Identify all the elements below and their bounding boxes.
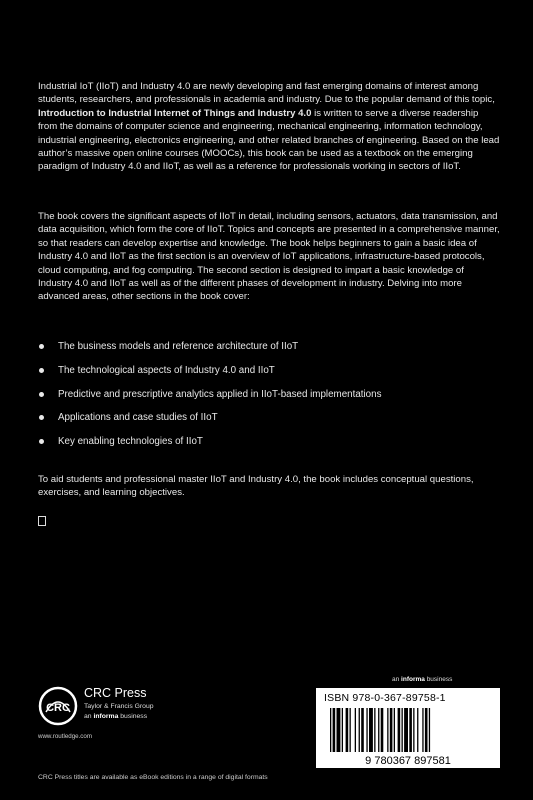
- crc-logo-icon: [38, 686, 78, 726]
- barcode-bar: [381, 708, 384, 752]
- informa-brand: informa: [401, 676, 425, 683]
- barcode-bar: [398, 708, 401, 752]
- barcode-bar: [409, 708, 412, 752]
- bullet-icon: [39, 344, 44, 349]
- list-item: [38, 364, 500, 388]
- barcode-bar: [390, 708, 393, 752]
- barcode-bar: [350, 708, 351, 752]
- paragraph-text: is written to serve a diverse readership from the domains of computer science and engineering, mechanical engineering, information technology, industrial engineering, electronics engineering, and other related branches of engineering. Based on the lead author’s massive open online courses (MOOCs), this book can be used as a textbook on the emerging paradigm of Industry 4.0 and IIoT, as well as a reference for professionals working in sectors of IIoT.: [38, 107, 500, 173]
- publisher-group: Taylor & Francis Group: [84, 703, 154, 710]
- description-paragraph-3: To aid students and professional master IIoT and Industry 4.0, the book includes conceptual questions, exercises, and learning objectives.: [38, 474, 474, 499]
- publisher-name: CRC Press: [84, 686, 147, 700]
- publisher-informa: [84, 713, 147, 720]
- barcode-bar: [374, 708, 375, 752]
- barcode-bar: [346, 708, 349, 752]
- barcode-bar: [366, 708, 367, 752]
- list-item-text: The business models and reference architecture of IIoT: [58, 341, 299, 352]
- barcode-panel: [316, 688, 500, 768]
- list-item: [38, 435, 500, 459]
- list-item: [38, 388, 500, 412]
- barcode-bar: [333, 708, 336, 752]
- placeholder-glyph-icon: [38, 516, 46, 526]
- description-paragraph-2: The book covers the significant aspects of IIoT in detail, including sensors, actuators, data transmission, and data acquisition, which form the core of IIoT. Topics and concepts are presented in a comprehensive manner, so that readers can develop expertise and knowledge. The book helps beginners to gain a basic idea of Industry 4.0 and IIoT as the first section is an overview of IoT applications, infrastructure-based protocols, cloud computing, and fog computing. The second section is designed to impart a basic knowledge of Industry 4.0 and IIoT as well as of the different phases of development in industry. Delving into more advanced areas, other sections in the book cover:: [38, 211, 500, 303]
- bullet-icon: [39, 439, 44, 444]
- barcode-bar: [417, 708, 418, 752]
- informa-business-tag: [392, 676, 452, 683]
- barcode-bar: [402, 708, 403, 752]
- barcode-bar: [404, 708, 408, 752]
- barcode-bar: [422, 708, 423, 752]
- barcode-bar: [359, 708, 360, 752]
- informa-prefix: an: [84, 713, 94, 720]
- informa-suffix: business: [118, 713, 148, 720]
- barcode-icon: [324, 708, 492, 766]
- barcode-bar: [394, 708, 395, 752]
- barcode-bar: [369, 708, 373, 752]
- barcode-bar: [429, 708, 430, 752]
- paragraph-text: Industrial IoT (IIoT) and Industry 4.0 are newly developing and fast emerging domains of interest among students, researchers, and professionals in academia and industry. Due to the popular demand of this topic,: [38, 81, 495, 106]
- bullet-icon: [39, 415, 44, 420]
- bullet-icon: [39, 368, 44, 373]
- informa-brand: informa: [93, 713, 119, 720]
- list-item-text: Predictive and prescriptive analytics applied in IIoT-based implementations: [58, 388, 382, 400]
- isbn-number: ISBN 978-0-367-89758-1: [324, 692, 446, 704]
- book-title-inline: Introduction to Industrial Internet of Things and Industry 4.0: [38, 107, 312, 119]
- barcode-bar: [355, 708, 356, 752]
- topics-list: [38, 340, 500, 459]
- barcode-bar: [413, 708, 414, 752]
- barcode-bar: [387, 708, 388, 752]
- barcode-bar: [425, 708, 428, 752]
- description-paragraph-1: [38, 80, 500, 174]
- informa-suffix: business: [424, 676, 453, 683]
- crc-logo-text: CRC: [46, 702, 70, 714]
- list-item-text: The technological aspects of Industry 4.0 and IIoT: [58, 364, 275, 376]
- publisher-url: www.routledge.com: [38, 733, 92, 740]
- barcode-digits: 9 780367 897581: [365, 755, 451, 766]
- ebook-footer-note: CRC Press titles are available as eBook editions in a range of digital formats: [38, 774, 268, 781]
- informa-prefix: an: [392, 676, 402, 683]
- barcode-bar: [378, 708, 379, 752]
- list-item: [38, 411, 500, 435]
- barcode-bar: [342, 708, 343, 752]
- barcode-bar: [337, 708, 341, 752]
- list-item-text: Key enabling technologies of IIoT: [58, 436, 203, 448]
- list-item: [38, 340, 500, 364]
- list-item-text: Applications and case studies of IIoT: [58, 412, 218, 424]
- barcode-bar: [330, 708, 331, 752]
- barcode-bar: [361, 708, 364, 752]
- bullet-icon: [39, 392, 44, 397]
